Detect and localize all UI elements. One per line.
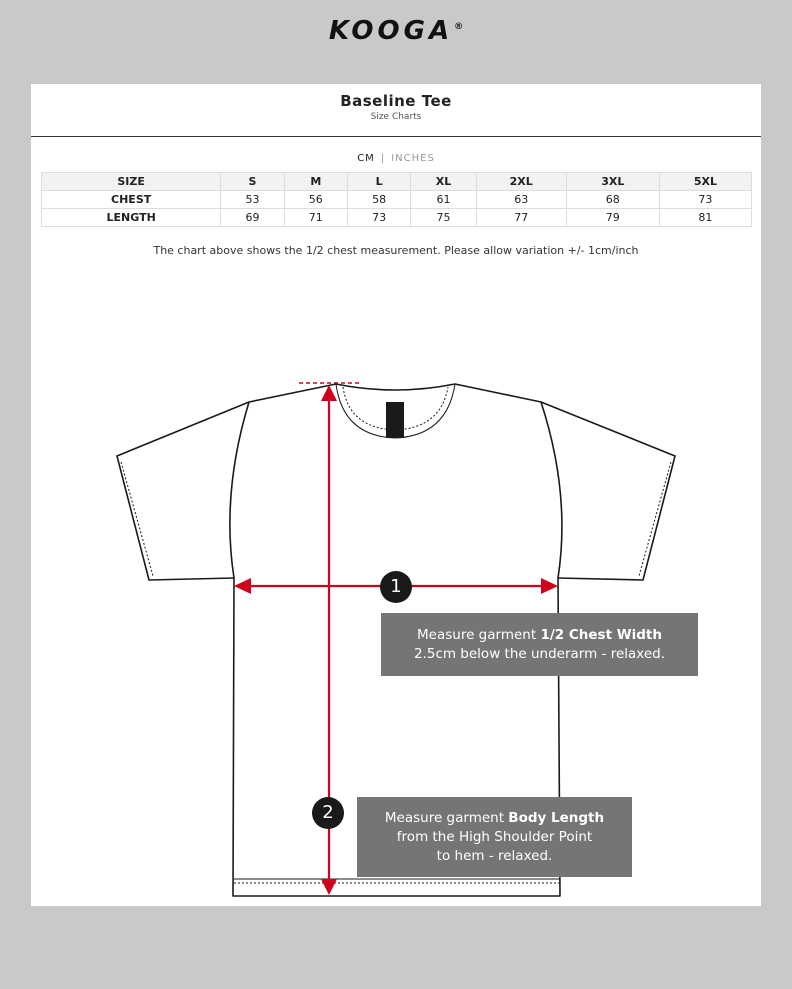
table-cell: 58 — [347, 191, 410, 209]
table-header-cell: S — [221, 173, 284, 191]
callout-line: from the High Shoulder Point — [396, 828, 593, 845]
table-header-cell: 3XL — [566, 173, 659, 191]
brand-logo — [0, 16, 792, 46]
table-cell: 79 — [566, 209, 659, 227]
unit-cm-tab[interactable]: CM — [357, 153, 375, 164]
unit-separator: | — [380, 153, 386, 164]
product-subtitle: Size Charts — [370, 112, 422, 122]
table-header-cell: L — [347, 173, 410, 191]
table-cell: 56 — [284, 191, 347, 209]
length-callout — [357, 797, 632, 877]
callout-prefix: Measure garment — [384, 809, 509, 826]
neck-label — [386, 402, 404, 438]
table-header-cell: SIZE — [42, 173, 221, 191]
unit-inches-tab[interactable]: INCHES — [391, 153, 435, 164]
row-label: CHEST — [42, 191, 221, 209]
step-badge-chest: 1 — [380, 571, 412, 603]
table-cell: 69 — [221, 209, 284, 227]
registered-mark: ® — [454, 22, 464, 33]
tshirt-diagram — [31, 84, 761, 906]
callout-line: 2.5cm below the underarm - relaxed. — [413, 645, 666, 662]
table-header-cell: M — [284, 173, 347, 191]
table-cell: 71 — [284, 209, 347, 227]
chest-callout — [381, 613, 698, 676]
table-header-cell: 2XL — [476, 173, 566, 191]
table-cell: 53 — [221, 191, 284, 209]
row-label: LENGTH — [42, 209, 221, 227]
table-header-cell: 5XL — [659, 173, 751, 191]
table-cell: 63 — [476, 191, 566, 209]
callout-bold: 1/2 Chest Width — [540, 626, 662, 643]
callout-line: to hem - relaxed. — [436, 847, 553, 864]
table-cell: 75 — [411, 209, 476, 227]
table-cell: 77 — [476, 209, 566, 227]
size-chart-card — [31, 84, 761, 906]
callout-bold: Body Length — [508, 809, 605, 826]
table-cell: 73 — [659, 191, 751, 209]
table-cell: 73 — [347, 209, 410, 227]
table-cell: 81 — [659, 209, 751, 227]
brand-name: KOOGA — [328, 16, 454, 46]
left-sleeve — [117, 402, 249, 580]
table-header-cell: XL — [411, 173, 476, 191]
step-badge-length: 2 — [312, 797, 344, 829]
table-cell: 61 — [411, 191, 476, 209]
table-cell: 68 — [566, 191, 659, 209]
callout-prefix: Measure garment — [417, 626, 541, 643]
measurement-note: The chart above shows the 1/2 chest measurement. Please allow variation +/- 1cm/inch — [153, 244, 639, 257]
product-title: Baseline Tee — [340, 92, 452, 110]
